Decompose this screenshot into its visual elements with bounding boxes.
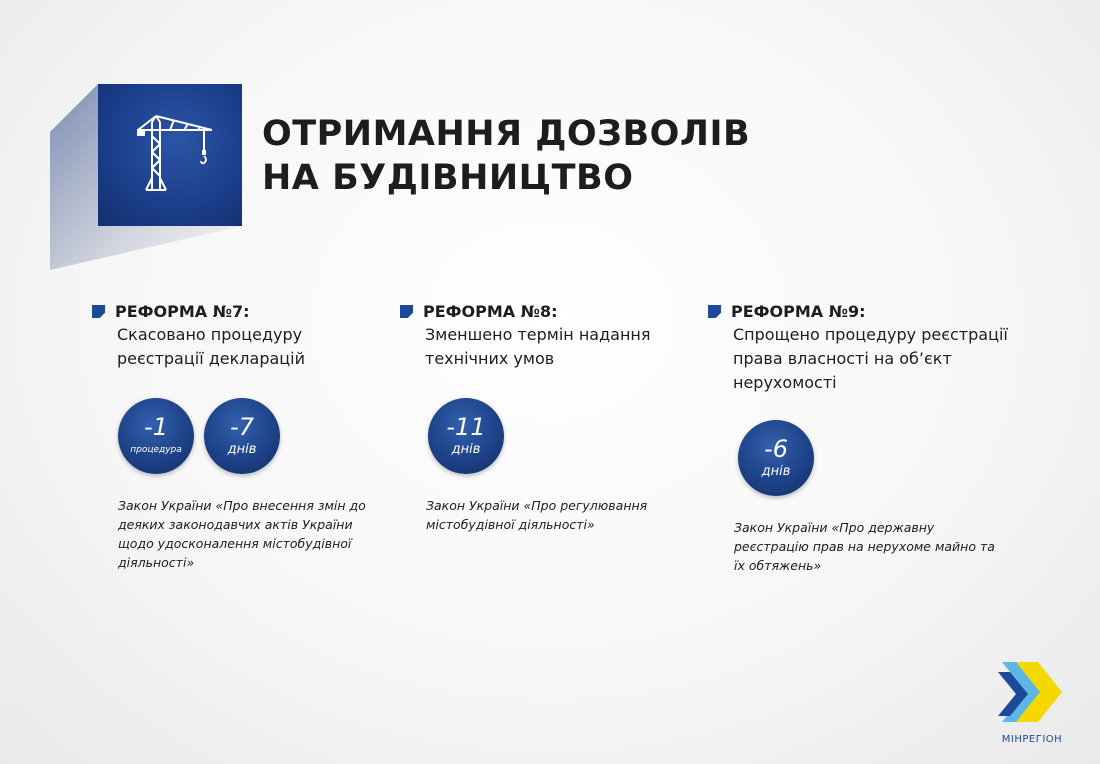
reform-7-law: [118, 496, 366, 572]
bullet-icon: [708, 305, 721, 318]
reform-7-law-line-2: деяких законодавчих актів України: [118, 517, 353, 532]
reform-9-title: РЕФОРМА №9:: [731, 302, 866, 321]
header-icon-block: [50, 84, 242, 270]
minregion-logo-icon: [994, 662, 1070, 726]
bullet-icon: [400, 305, 413, 318]
header-block-face: [98, 84, 242, 226]
reform-8-description: [425, 323, 700, 371]
reform-8-block: [400, 302, 700, 371]
reform-9-description-line-1: Спрощено процедуру реєстрації: [733, 325, 1008, 344]
page-title: [262, 112, 750, 200]
reform-7-law-line-4: діяльності»: [118, 555, 195, 570]
reform-7-block: [92, 302, 392, 371]
reform-7-law-line-1: Закон України «Про внесення змін до: [118, 498, 366, 513]
reform-9-description: [733, 323, 1008, 395]
stat-unit: днів: [761, 464, 791, 479]
stat-unit: днів: [227, 442, 257, 457]
reform-9-stat-days: [738, 420, 814, 496]
reform-8-law-line-1: Закон України «Про регулювання: [426, 498, 648, 513]
stat-unit: днів: [451, 442, 481, 457]
reform-9-law-line-3: їх обтяжень»: [734, 558, 822, 573]
reform-7-stat-procedures: [118, 398, 194, 474]
reform-8-description-line-2: технічних умов: [425, 349, 555, 368]
reform-9-stats: [738, 420, 824, 496]
reform-7-description: [117, 323, 392, 371]
reform-7-law-line-3: щодо удосконалення містобудівної: [118, 536, 352, 551]
reform-9-description-line-2: права власності на об’єкт: [733, 349, 952, 368]
reform-9-description-line-3: нерухомості: [733, 373, 837, 392]
minregion-logo: [994, 662, 1070, 745]
reform-8-header: [400, 302, 700, 321]
reform-9-law-line-2: реєстрацію прав на нерухоме майно та: [734, 539, 995, 554]
bullet-icon: [92, 305, 105, 318]
stat-value: -6: [764, 435, 788, 463]
reform-7-title: РЕФОРМА №7:: [115, 302, 250, 321]
reform-7-header: [92, 302, 392, 321]
reform-7-stats: [118, 398, 290, 474]
reform-9-header: [708, 302, 1008, 321]
stat-value: -7: [230, 413, 254, 441]
reform-8-title: РЕФОРМА №8:: [423, 302, 558, 321]
crane-icon: [136, 114, 222, 194]
page-title-line-1: ОТРИМАННЯ ДОЗВОЛІВ: [262, 114, 751, 154]
reform-8-law-line-2: містобудівної діяльності»: [426, 517, 595, 532]
stat-unit: процедура: [130, 445, 182, 455]
reform-7-stat-days: [204, 398, 280, 474]
reform-9-block: [708, 302, 1008, 395]
reform-8-stat-days: [428, 398, 504, 474]
reform-8-description-line-1: Зменшено термін надання: [425, 325, 651, 344]
reform-7-description-line-2: реєстрації декларацій: [117, 349, 306, 368]
reform-9-law-line-1: Закон України «Про державну: [734, 520, 935, 535]
minregion-logo-text: МІНРЕГІОН: [1001, 734, 1063, 745]
stat-value: -1: [144, 413, 168, 441]
reform-9-law: [734, 518, 995, 575]
page-title-line-2: НА БУДІВНИЦТВО: [262, 158, 634, 198]
stat-value: -11: [446, 413, 486, 441]
reform-7-description-line-1: Скасовано процедуру: [117, 325, 303, 344]
reform-8-law: [426, 496, 647, 534]
reform-8-stats: [428, 398, 514, 474]
